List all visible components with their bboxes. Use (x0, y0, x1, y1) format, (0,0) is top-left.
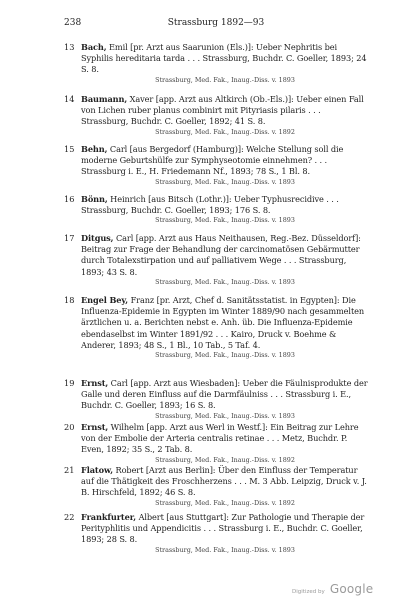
entry-citation: Emil [pr. Arzt aus Saarunion (Els.)]: Ueber Nephritis bei Syphilis hereditaria tarda . . . Strassburg, Buchdr. C. Goeller, 1893; 24 S. 8. (81, 42, 367, 75)
watermark-prefix: Digitized by (292, 589, 325, 595)
entry-number: 19 (64, 378, 75, 388)
entry-note: Strassburg, Med. Fak., Inaug.-Diss. v. 1892 (155, 498, 295, 507)
entry-note: Strassburg, Med. Fak., Inaug.-Diss. v. 1892 (155, 455, 295, 464)
entry-number: 13 (64, 42, 75, 52)
author-name: Ditgus, (81, 233, 114, 243)
entry-citation: Albert [aus Stuttgart]: Zur Pathologie und Therapie der Perityphlitis und Appendicitis . . . Strassburg i. E., Buchdr. C. Goeller, 1893; 28 S. 8. (81, 512, 365, 545)
entry-citation: Carl [app. Arzt aus Haus Neithausen, Reg.-Bez. Düsseldorf]: Beitrag zur Frage der Behandlung der carcinomatösen Gebärmutter durch Totalexstirpation und auf palliativem Wege . . . Strassburg, 1893; 43 S. 8. (81, 233, 361, 277)
entry-number: 17 (64, 233, 75, 243)
entry-number: 16 (64, 194, 75, 204)
entry-citation: Carl [app. Arzt aus Wiesbaden]: Ueber die Fäulnisprodukte der Galle und deren Einfluss auf die Darmfäulniss . . . Strassburg i. E., Buchdr. C. Goeller, 1893; 16 S. 8. (81, 378, 368, 411)
entry-note: Strassburg, Med. Fak., Inaug.-Diss. v. 1893 (155, 75, 295, 84)
bibliography-entry (64, 94, 369, 137)
author-name: Ernst, (81, 378, 109, 388)
entry-citation: Franz [pr. Arzt, Chef d. Sanitätsstatist. in Egypten]: Die Influenza-Epidemie in Egypten im Winter 1889/90 nach gesammelten ärztlichen u. a. Berichten nebst e. Anh. üb. Die Influenza-Epidemie ebendaselbst im Winter 1891/92 . . . Kairo, Druck v. Boehme & Anderer, 1893; 48 S., 1 Bl., 10 Tab., 5 Taf. 4. (81, 295, 365, 350)
bibliography-entry (64, 378, 369, 421)
bibliography-entry (64, 194, 369, 225)
entry-note: Strassburg, Med. Fak., Inaug.-Diss. v. 1892 (155, 127, 295, 136)
author-name: Frankfurter, (81, 512, 137, 522)
page-number: 238 (64, 18, 82, 28)
bibliography-entry (64, 422, 369, 465)
entry-text (81, 42, 369, 76)
entry-citation: Heinrich [aus Bitsch (Lothr.)]: Ueber Typhusrecidive . . . Strassburg, Buchdr. C. Goeller, 1893; 176 S. 8. (81, 194, 339, 216)
entry-citation: Wilhelm [app. Arzt aus Werl in Westf.]: Ein Beitrag zur Lehre von der Embolie der Arteria centralis retinae . . . Metz, Buchdr. P. Even, 1892; 35 S., 2 Tab. 8. (81, 422, 359, 455)
author-name: Engel Bey, (81, 295, 129, 305)
watermark-brand: Google (329, 582, 374, 596)
bibliography-entry (64, 512, 369, 555)
bibliography-entry (64, 295, 369, 360)
entry-text (81, 512, 369, 546)
entry-note: Strassburg, Med. Fak., Inaug.-Diss. v. 1893 (155, 411, 295, 420)
entry-citation: Xaver [app. Arzt aus Altkirch (Ob.-Els.)]: Ueber einen Fall von Lichen ruber planus combinirt mit Pityriasis pilaris . . . Strassburg, Buchdr. C. Goeller, 1892; 41 S. 8. (81, 94, 364, 127)
entry-text (81, 144, 369, 178)
bibliography-entry (64, 42, 369, 85)
bibliography-entry (64, 465, 369, 508)
entry-note: Strassburg, Med. Fak., Inaug.-Diss. v. 1893 (155, 216, 295, 225)
entry-note: Strassburg, Med. Fak., Inaug.-Diss. v. 1893 (155, 177, 295, 186)
entry-text (81, 422, 369, 456)
entry-number: 21 (64, 465, 75, 475)
entry-text (81, 295, 369, 351)
entry-note: Strassburg, Med. Fak., Inaug.-Diss. v. 1893 (155, 277, 295, 286)
author-name: Ernst, (81, 422, 109, 432)
entry-citation: Carl [aus Bergedorf (Hamburg)]: Welche Stellung soll die moderne Geburtshülfe zur Symphyseotomie einnehmen? . . . Strassburg i. E., H. Friedemann Nf., 1893; 78 S., 1 Bl. 8. (81, 144, 344, 177)
entry-text (81, 233, 369, 278)
author-name: Flatow, (81, 465, 114, 475)
author-name: Baumann, (81, 94, 128, 104)
entry-citation: Robert [Arzt aus Berlin]: Über den Einfluss der Temperatur auf die Thätigkeit des Froschherzens . . . M. 3 Abb. Leipzig, Druck v. J. B. Hirschfeld, 1892; 46 S. 8. (81, 465, 367, 498)
entry-number: 15 (64, 144, 75, 154)
entry-number: 22 (64, 512, 75, 522)
entry-text (81, 378, 369, 412)
entry-number: 14 (64, 94, 75, 104)
entry-text (81, 94, 369, 128)
entry-text (81, 194, 369, 216)
running-title: Strassburg 1892—93 (167, 18, 265, 28)
author-name: Behn, (81, 144, 108, 154)
entry-note: Strassburg, Med. Fak., Inaug.-Diss. v. 1893 (155, 351, 295, 360)
author-name: Bach, (81, 42, 107, 52)
google-watermark (292, 578, 373, 597)
entry-text (81, 465, 369, 499)
bibliography-entry (64, 233, 369, 287)
entry-number: 20 (64, 422, 75, 432)
bibliography-entry (64, 144, 369, 187)
entry-number: 18 (64, 295, 75, 305)
entry-note: Strassburg, Med. Fak., Inaug.-Diss. v. 1893 (155, 545, 295, 554)
author-name: Bönn, (81, 194, 108, 204)
